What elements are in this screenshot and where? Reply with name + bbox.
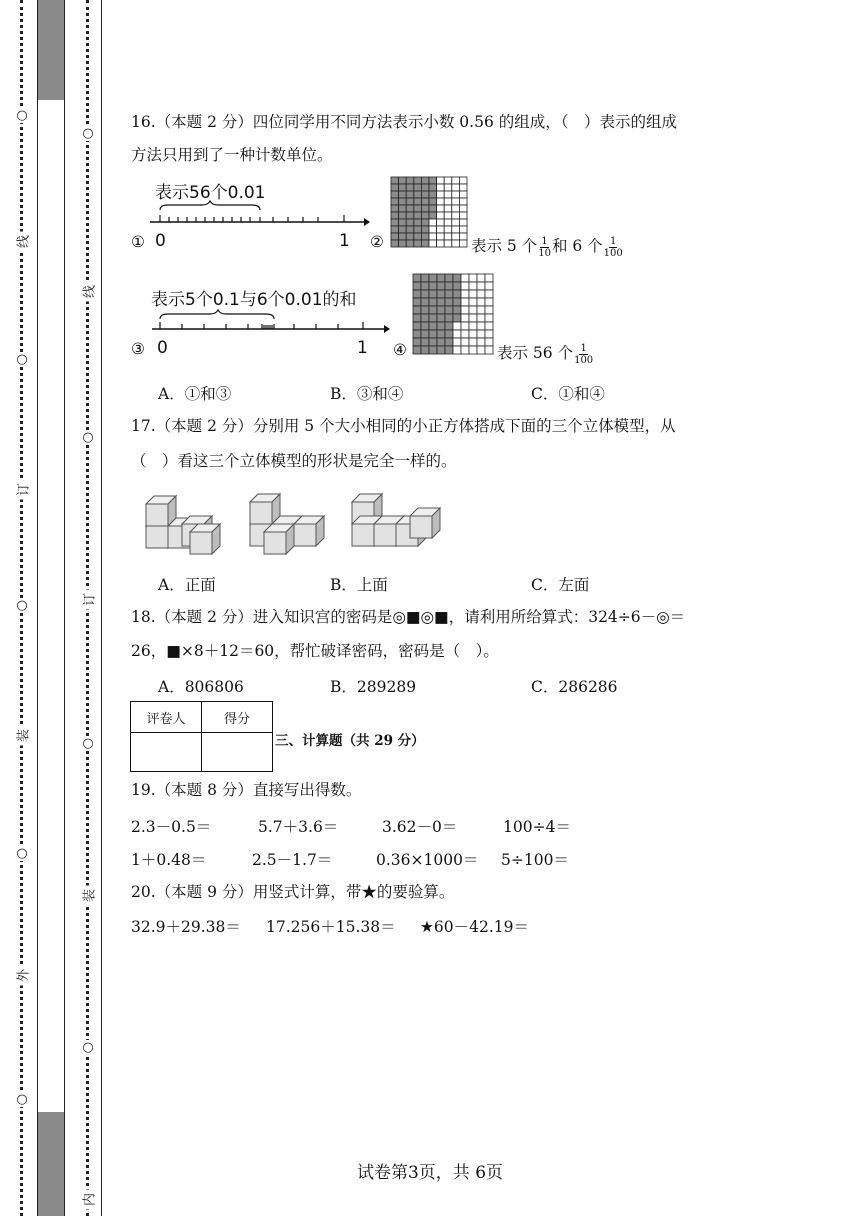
grid-cell (444, 205, 452, 212)
grid-cell (437, 330, 445, 338)
grid-cell (461, 338, 469, 346)
grid-cell (461, 298, 469, 306)
grid-cell (421, 212, 429, 219)
grid-cell (459, 219, 467, 226)
grid-cell (406, 240, 414, 247)
grid-cell (413, 290, 421, 298)
grid-cell (429, 240, 437, 247)
grid-cell (391, 212, 399, 219)
q18-line1: 18.（本题 2 分）进入知识宫的密码是◎■◎■，请利用所给算式：324÷6－◎＝ (131, 608, 686, 626)
grid-cell (406, 177, 414, 184)
q17-line2: （ ）看这三个立体模型的形状是完全一样的。 (131, 452, 457, 470)
inner-circle-1: ○ (78, 126, 98, 141)
grid-cell (469, 314, 477, 322)
grid-cell (459, 198, 467, 205)
grid-cell (429, 338, 437, 346)
q16-fig1-start: 0 (155, 231, 166, 251)
grid-cell (469, 322, 477, 330)
q20-calc-3: ★60－42.19＝ (420, 918, 529, 936)
grid-cell (452, 212, 460, 219)
q19-calc-2: 5.7＋3.6＝ (258, 818, 339, 836)
q20-calc-1: 32.9＋29.38＝ (131, 918, 241, 936)
grid-cell (477, 338, 485, 346)
outer-circle-5: ○ (12, 1092, 32, 1107)
grid-cell (459, 184, 467, 191)
inner-label-zhuang: 装 (79, 886, 98, 906)
inner-label-xian: 线 (79, 282, 98, 302)
grid-cell (406, 233, 414, 240)
grid-cell (413, 298, 421, 306)
inner-circle-4: ○ (78, 1040, 98, 1055)
grid-cell (391, 198, 399, 205)
score-table-score-header: 得分 (202, 702, 273, 733)
grid-cell (429, 212, 437, 219)
grid-cell (429, 314, 437, 322)
grid-cell (437, 346, 445, 354)
grid-cell (391, 191, 399, 198)
grid-cell (413, 330, 421, 338)
grid-cell (437, 338, 445, 346)
grid-cell (413, 322, 421, 330)
grid-cell (399, 219, 407, 226)
q18-option-b[interactable]: B．289289 (330, 678, 417, 696)
outer-label-wai: 外 (13, 966, 32, 986)
q18-line2: 26，■×8＋12＝60，帮忙破译密码，密码是（ ）。 (131, 642, 499, 660)
grid-cell (421, 338, 429, 346)
grid-cell (437, 306, 445, 314)
grid-cell (485, 338, 493, 346)
grid-cell (453, 314, 461, 322)
score-table-score-cell[interactable] (202, 733, 273, 772)
q16-option-c[interactable]: C．①和④ (531, 385, 605, 403)
q16-fig1-marker: ① (131, 233, 145, 251)
grid-cell (391, 233, 399, 240)
grid-cell (469, 290, 477, 298)
page-footer: 试卷第3页，共 6页 (356, 1163, 504, 1183)
grid-cell (445, 298, 453, 306)
grid-cell (437, 226, 445, 233)
grid-cell (437, 314, 445, 322)
grid-cell (406, 205, 414, 212)
grid-cell (444, 191, 452, 198)
grid-cell (399, 233, 407, 240)
grid-cell (445, 282, 453, 290)
q20-line1: 20.（本题 9 分）用竖式计算，带★的要验算。 (131, 883, 455, 901)
grid-cell (445, 314, 453, 322)
grid-cell (437, 198, 445, 205)
grid-cell (469, 338, 477, 346)
outer-circle-3: ○ (12, 598, 32, 613)
grid-cell (445, 338, 453, 346)
q16-fig4-text-a: 表示 56 个 (497, 344, 574, 362)
grid-cell (469, 346, 477, 354)
grid-cell (469, 306, 477, 314)
grid-cell (453, 338, 461, 346)
grid-cell (429, 219, 437, 226)
margin-border-left (37, 0, 38, 1216)
grid-cell (391, 226, 399, 233)
grid-cell (429, 177, 437, 184)
grid-cell (469, 274, 477, 282)
grid-cell (444, 226, 452, 233)
inner-label-nei: 内 (79, 1190, 98, 1210)
grid-cell (452, 233, 460, 240)
grid-cell (414, 205, 422, 212)
grid-cell (399, 240, 407, 247)
grid-cell (429, 298, 437, 306)
grid-cell (399, 226, 407, 233)
q19-calc-3: 3.62－0＝ (382, 818, 458, 836)
q17-model-2 (250, 494, 324, 554)
grid-cell (437, 177, 445, 184)
grid-cell (459, 240, 467, 247)
grid-cell (406, 198, 414, 205)
score-table-grader-cell[interactable] (131, 733, 202, 772)
grid-cell (421, 184, 429, 191)
grid-cell (461, 282, 469, 290)
q20-calc-2: 17.256＋15.38＝ (266, 918, 396, 936)
grid-cell (421, 191, 429, 198)
q19-calc-7: 0.36×1000＝ (376, 851, 479, 869)
grid-cell (485, 298, 493, 306)
q19-calc-1: 2.3－0.5＝ (131, 818, 212, 836)
grid-cell (413, 282, 421, 290)
grid-cell (399, 212, 407, 219)
grid-cell (477, 330, 485, 338)
q16-line1: 16.（本题 2 分）四位同学用不同方法表示小数 0.56 的组成，（ ）表示的组成 (131, 113, 677, 131)
q17-line1: 17.（本题 2 分）分别用 5 个大小相同的小正方体搭成下面的三个立体模型，从 (131, 417, 676, 435)
grid-cell (485, 322, 493, 330)
grid-cell (444, 219, 452, 226)
grid-cell (453, 330, 461, 338)
margin-gray-block-top (38, 0, 64, 100)
grid-cell (391, 240, 399, 247)
grid-cell (452, 240, 460, 247)
grid-cell (421, 219, 429, 226)
grid-cell (421, 240, 429, 247)
grid-cell (391, 184, 399, 191)
grid-cell (445, 322, 453, 330)
q19-line1: 19.（本题 8 分）直接写出得数。 (131, 781, 362, 799)
grid-cell (477, 306, 485, 314)
grid-cell (413, 346, 421, 354)
grid-cell (413, 306, 421, 314)
grid-cell (421, 177, 429, 184)
grid-cell (429, 191, 437, 198)
grid-cell (485, 314, 493, 322)
q19-calc-8: 5÷100＝ (501, 851, 569, 869)
q16-fig4-grid (412, 273, 494, 355)
q16-fig2-frac2: $\frac{1}{100}$ (603, 235, 623, 259)
q16-fig2-text-b: 和 6 个 (551, 237, 603, 255)
q16-fig3-end: 1 (357, 338, 368, 358)
grid-cell (399, 198, 407, 205)
grid-cell (421, 282, 429, 290)
grid-cell (459, 191, 467, 198)
q17-cube-models (140, 490, 450, 556)
inner-label-ding: 订 (79, 590, 98, 610)
grid-cell (421, 298, 429, 306)
grid-cell (444, 198, 452, 205)
grid-cell (452, 191, 460, 198)
grid-cell (444, 177, 452, 184)
grid-cell (445, 290, 453, 298)
grid-cell (437, 233, 445, 240)
grid-cell (429, 290, 437, 298)
grid-cell (406, 226, 414, 233)
q16-line2: 方法只用到了一种计数单位。 (131, 146, 333, 164)
outer-circle-1: ○ (12, 108, 32, 123)
grid-cell (445, 330, 453, 338)
q16-fig1-number-line (148, 198, 370, 232)
inner-circle-3: ○ (78, 736, 98, 751)
grid-cell (437, 184, 445, 191)
grid-cell (444, 212, 452, 219)
q16-option-a[interactable]: A．①和③ (158, 385, 232, 403)
q16-fig4-marker: ④ (393, 341, 407, 359)
grid-cell (429, 198, 437, 205)
grid-cell (421, 314, 429, 322)
grid-cell (421, 205, 429, 212)
grid-cell (406, 191, 414, 198)
grid-cell (477, 290, 485, 298)
grid-cell (485, 282, 493, 290)
grid-cell (453, 274, 461, 282)
grid-cell (452, 184, 460, 191)
q16-option-b[interactable]: B．③和④ (330, 385, 404, 403)
grid-cell (414, 177, 422, 184)
q17-model-1 (146, 496, 220, 554)
grid-cell (477, 314, 485, 322)
grid-cell (459, 205, 467, 212)
grid-cell (421, 226, 429, 233)
grid-cell (413, 274, 421, 282)
grid-cell (445, 274, 453, 282)
grid-cell (391, 177, 399, 184)
q19-calc-5: 1＋0.48＝ (131, 851, 207, 869)
score-table (130, 701, 273, 772)
grid-cell (485, 306, 493, 314)
grid-cell (461, 314, 469, 322)
q17-option-c[interactable]: C．左面 (531, 576, 590, 594)
grid-cell (399, 184, 407, 191)
grid-cell (429, 330, 437, 338)
grid-cell (485, 346, 493, 354)
q16-fig3-marker: ③ (131, 340, 145, 358)
grid-cell (453, 298, 461, 306)
grid-cell (421, 290, 429, 298)
grid-cell (414, 219, 422, 226)
q16-fig2-frac1: $\frac{1}{10}$ (538, 235, 551, 259)
grid-cell (477, 298, 485, 306)
score-table-grader-header: 评卷人 (131, 702, 202, 733)
grid-cell (477, 346, 485, 354)
outer-circle-2: ○ (12, 352, 32, 367)
binding-margin (0, 0, 104, 1216)
grid-cell (421, 330, 429, 338)
q17-model-3 (352, 494, 440, 546)
grid-cell (437, 205, 445, 212)
grid-cell (391, 219, 399, 226)
grid-cell (437, 191, 445, 198)
q16-fig1-label: 表示56个0.01 (155, 183, 266, 203)
grid-cell (406, 219, 414, 226)
grid-cell (421, 198, 429, 205)
grid-cell (461, 290, 469, 298)
outer-label-ding: 订 (13, 480, 32, 500)
grid-cell (461, 346, 469, 354)
grid-cell (445, 306, 453, 314)
outer-label-zhuang: 装 (13, 726, 32, 746)
grid-cell (461, 274, 469, 282)
grid-cell (477, 274, 485, 282)
q16-fig1-end: 1 (339, 231, 350, 251)
q16-fig3-start: 0 (157, 338, 168, 358)
q17-option-b[interactable]: B．上面 (330, 576, 388, 594)
grid-cell (485, 274, 493, 282)
q16-fig2-marker: ② (370, 233, 384, 251)
grid-cell (414, 226, 422, 233)
grid-cell (453, 290, 461, 298)
grid-cell (429, 306, 437, 314)
grid-cell (406, 184, 414, 191)
grid-cell (452, 177, 460, 184)
grid-cell (469, 282, 477, 290)
grid-cell (421, 346, 429, 354)
grid-cell (391, 205, 399, 212)
grid-cell (421, 233, 429, 240)
grid-cell (452, 198, 460, 205)
grid-cell (429, 184, 437, 191)
grid-cell (444, 240, 452, 247)
grid-cell (437, 219, 445, 226)
margin-border-mid (64, 0, 65, 1216)
grid-cell (437, 274, 445, 282)
grid-cell (413, 314, 421, 322)
grid-cell (413, 338, 421, 346)
grid-cell (453, 322, 461, 330)
grid-cell (459, 177, 467, 184)
grid-cell (437, 282, 445, 290)
grid-cell (414, 240, 422, 247)
grid-cell (437, 212, 445, 219)
grid-cell (429, 346, 437, 354)
grid-cell (469, 298, 477, 306)
grid-cell (444, 233, 452, 240)
q19-calc-6: 2.5－1.7＝ (252, 851, 333, 869)
grid-cell (399, 205, 407, 212)
outer-circle-4: ○ (12, 846, 32, 861)
grid-cell (437, 322, 445, 330)
grid-cell (477, 282, 485, 290)
q16-fig4-caption (497, 341, 594, 366)
grid-cell (437, 240, 445, 247)
margin-border-right (101, 0, 102, 1216)
grid-cell (453, 306, 461, 314)
inner-circle-2: ○ (78, 430, 98, 445)
grid-cell (469, 330, 477, 338)
grid-cell (461, 306, 469, 314)
q16-fig3-label: 表示5个0.1与6个0.01的和 (151, 290, 357, 310)
grid-cell (399, 191, 407, 198)
grid-cell (459, 233, 467, 240)
grid-cell (452, 205, 460, 212)
q18-option-c[interactable]: C．286286 (531, 678, 618, 696)
q16-fig2-caption (471, 234, 624, 259)
grid-cell (414, 184, 422, 191)
grid-cell (414, 212, 422, 219)
grid-cell (429, 274, 437, 282)
grid-cell (421, 306, 429, 314)
section3-title: 三、计算题（共 29 分） (275, 733, 425, 749)
grid-cell (444, 184, 452, 191)
grid-cell (485, 330, 493, 338)
grid-cell (414, 233, 422, 240)
grid-cell (485, 290, 493, 298)
q16-fig2-grid (390, 176, 468, 248)
q18-option-a[interactable]: A．806806 (158, 678, 244, 696)
grid-cell (421, 274, 429, 282)
grid-cell (399, 177, 407, 184)
grid-cell (459, 226, 467, 233)
grid-cell (429, 226, 437, 233)
q16-fig2-text-a: 表示 5 个 (471, 237, 538, 255)
grid-cell (429, 322, 437, 330)
grid-cell (452, 226, 460, 233)
q16-fig4-frac: $\frac{1}{100}$ (574, 342, 594, 366)
grid-cell (414, 198, 422, 205)
q17-option-a[interactable]: A．正面 (158, 576, 216, 594)
grid-cell (453, 282, 461, 290)
grid-cell (453, 346, 461, 354)
grid-cell (429, 233, 437, 240)
grid-cell (429, 205, 437, 212)
grid-cell (461, 330, 469, 338)
outer-label-xian: 线 (13, 232, 32, 252)
grid-cell (437, 290, 445, 298)
grid-cell (477, 322, 485, 330)
grid-cell (459, 212, 467, 219)
grid-cell (421, 322, 429, 330)
grid-cell (414, 191, 422, 198)
q16-fig3-number-line (150, 307, 392, 339)
grid-cell (429, 282, 437, 290)
grid-cell (437, 298, 445, 306)
grid-cell (452, 219, 460, 226)
grid-cell (406, 212, 414, 219)
q19-calc-4: 100÷4＝ (503, 818, 571, 836)
grid-cell (461, 322, 469, 330)
grid-cell (445, 346, 453, 354)
